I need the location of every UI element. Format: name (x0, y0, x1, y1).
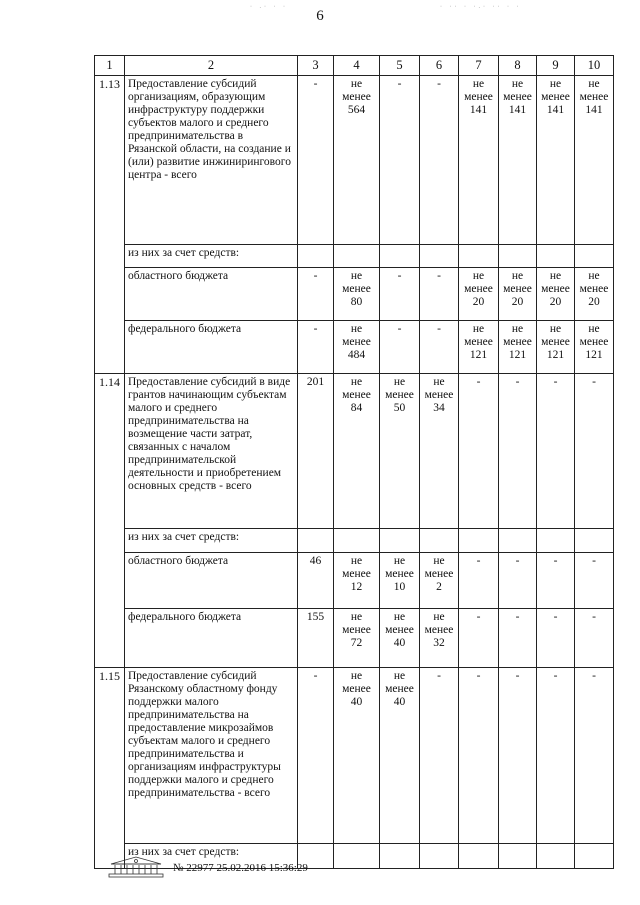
subheading: из них за счет средств: (125, 844, 298, 869)
value-line: менее (424, 389, 454, 401)
value-line: менее (579, 91, 609, 103)
header-row (95, 56, 614, 76)
value-line: не (549, 270, 562, 282)
budget-label: областного бюджета (125, 553, 298, 609)
value-cell (420, 668, 459, 844)
value-line: менее (579, 336, 609, 348)
value-line: - (397, 323, 402, 335)
value-cell (380, 76, 420, 245)
value-line: менее (342, 683, 371, 695)
value-line: 50 (393, 402, 406, 414)
table-row (95, 321, 614, 374)
value-line: - (592, 376, 596, 388)
value-cell (499, 668, 537, 844)
value-cell (380, 321, 420, 374)
value-cell (334, 268, 380, 321)
value-cell (334, 76, 380, 245)
value-line: менее (342, 91, 371, 103)
value-line: - (553, 670, 558, 682)
value-line: менее (541, 336, 570, 348)
value-line: - (313, 270, 318, 282)
header-cell: 2 (125, 56, 298, 76)
value-cell (499, 374, 537, 529)
value-cell (298, 321, 334, 374)
value-cell (380, 668, 420, 844)
value-line: менее (385, 624, 414, 636)
value-line: 201 (306, 376, 325, 388)
value-cell (420, 609, 459, 668)
value-cell (499, 268, 537, 321)
value-line: не (472, 78, 485, 90)
value-line: не (433, 376, 445, 388)
value-cell (499, 321, 537, 374)
table-row (95, 245, 614, 268)
value-line: - (313, 78, 318, 90)
value-line: 40 (393, 696, 406, 708)
value-line: 84 (350, 402, 363, 414)
value-line: не (549, 78, 562, 90)
page-number: 6 (316, 8, 324, 24)
row-number: 1.15 (95, 668, 125, 869)
value-line: - (592, 611, 596, 623)
value-line: 121 (508, 349, 527, 361)
table-row (95, 374, 614, 529)
value-line: не (350, 670, 363, 682)
value-line: не (393, 611, 406, 623)
value-cell (499, 609, 537, 668)
value-line: 141 (585, 104, 603, 116)
value-line: - (515, 670, 520, 682)
value-line: 20 (549, 296, 562, 308)
value-line: 121 (546, 349, 565, 361)
value-line: не (350, 78, 363, 90)
value-line: 34 (433, 402, 445, 414)
value-cell (298, 553, 334, 609)
header-cell: 1 (95, 56, 125, 76)
value-cell (537, 553, 575, 609)
value-line: - (592, 670, 596, 682)
value-cell (459, 76, 499, 245)
value-line: не (588, 323, 600, 335)
value-line: - (437, 270, 441, 282)
row-description: Предоставление субсидий Рязанскому областному фонду поддержки малого предпринимательства на предоставление микрозаймов субъектам малого и среднего предпринимательства и организациям инфраструктуры поддержки малого и среднего предпринимательства - всего (125, 668, 298, 844)
value-line: не (549, 323, 562, 335)
table-row (95, 668, 614, 844)
value-cell (537, 268, 575, 321)
value-cell (334, 553, 380, 609)
value-cell (298, 668, 334, 844)
value-line: не (393, 555, 406, 567)
value-cell (420, 553, 459, 609)
value-line: 2 (436, 581, 442, 593)
value-cell (537, 609, 575, 668)
document-footer (107, 854, 467, 880)
value-cell (575, 76, 614, 245)
value-cell (298, 374, 334, 529)
value-cell (459, 553, 499, 609)
value-line: не (472, 270, 485, 282)
budget-label: федерального бюджета (125, 321, 298, 374)
value-line: 40 (350, 696, 363, 708)
value-line: - (313, 323, 318, 335)
value-line: не (588, 78, 600, 90)
value-line: менее (503, 283, 532, 295)
value-line: 12 (350, 581, 363, 593)
value-cell (334, 609, 380, 668)
value-line: 484 (347, 349, 366, 361)
table-row (95, 529, 614, 553)
header-cell: 3 (298, 56, 334, 76)
value-cell (575, 321, 614, 374)
value-line: 20 (511, 296, 524, 308)
scan-artifact: · ·· · ·.· ·· · · (440, 4, 522, 10)
value-line: - (476, 555, 481, 567)
value-cell (334, 374, 380, 529)
value-cell (537, 374, 575, 529)
value-line: 20 (472, 296, 485, 308)
table-row (95, 268, 614, 321)
table-row (95, 609, 614, 668)
value-line: 121 (585, 349, 603, 361)
value-line: менее (385, 683, 414, 695)
value-line: менее (342, 336, 371, 348)
value-line: не (511, 323, 524, 335)
subheading: из них за счет средств: (125, 245, 298, 268)
header-cell: 10 (575, 56, 614, 76)
value-line: менее (385, 389, 414, 401)
value-cell (380, 268, 420, 321)
table-row (95, 553, 614, 609)
value-line: - (437, 323, 441, 335)
value-cell (575, 268, 614, 321)
budget-label: федерального бюджета (125, 609, 298, 668)
value-line: не (511, 78, 524, 90)
value-line: - (397, 270, 402, 282)
value-line: не (393, 670, 406, 682)
value-line: 46 (309, 555, 322, 567)
value-line: - (515, 376, 520, 388)
scan-artifact: · .· · · (250, 4, 288, 10)
value-line: не (350, 555, 363, 567)
value-cell (459, 268, 499, 321)
value-cell (420, 374, 459, 529)
value-line: менее (579, 283, 609, 295)
value-cell (499, 553, 537, 609)
value-line: 141 (546, 104, 565, 116)
value-line: - (553, 611, 558, 623)
value-line: 155 (306, 611, 325, 623)
value-line: - (437, 670, 441, 682)
value-line: - (515, 611, 520, 623)
value-line: 121 (469, 349, 488, 361)
value-line: 141 (508, 104, 527, 116)
subheading: из них за счет средств: (125, 529, 298, 553)
value-cell (575, 374, 614, 529)
row-description: Предоставление субсидий организациям, образующим инфраструктуру поддержки субъектов малого и среднего предпринимательства в Рязанской области, на создание и (или) развитие инжинирингового центра - всего (125, 76, 298, 245)
value-line: менее (503, 336, 532, 348)
value-cell (380, 374, 420, 529)
value-line: не (433, 555, 445, 567)
value-cell (575, 668, 614, 844)
value-cell (298, 76, 334, 245)
value-line: менее (503, 91, 532, 103)
value-cell (459, 609, 499, 668)
value-line: менее (424, 568, 454, 580)
value-line: не (511, 270, 524, 282)
document-registration-number: № 22977 25.02.2016 15:36:29 (173, 862, 308, 874)
value-line: не (350, 270, 363, 282)
value-line: менее (464, 336, 493, 348)
value-cell (459, 321, 499, 374)
value-line: - (476, 376, 481, 388)
value-line: - (476, 670, 481, 682)
value-cell (298, 268, 334, 321)
header-cell: 7 (459, 56, 499, 76)
government-building-stamp-icon (107, 854, 165, 880)
value-line: не (433, 611, 445, 623)
value-line: 10 (393, 581, 406, 593)
value-line: - (592, 555, 596, 567)
program-indicators-table (94, 55, 614, 869)
value-cell (537, 76, 575, 245)
value-line: менее (464, 91, 493, 103)
value-cell (459, 668, 499, 844)
value-line: 141 (469, 104, 488, 116)
row-number: 1.13 (95, 76, 125, 374)
value-cell (420, 321, 459, 374)
value-line: менее (541, 91, 570, 103)
value-line: не (472, 323, 485, 335)
value-line: не (350, 376, 363, 388)
value-line: 72 (350, 637, 363, 649)
value-line: - (553, 555, 558, 567)
row-number: 1.14 (95, 374, 125, 668)
header-cell: 6 (420, 56, 459, 76)
value-cell (334, 321, 380, 374)
value-cell (420, 76, 459, 245)
value-line: менее (342, 568, 371, 580)
value-line: - (313, 670, 318, 682)
value-line: не (350, 323, 363, 335)
value-line: не (588, 270, 600, 282)
row-description: Предоставление субсидий в виде грантов начинающим субъектам малого и среднего предпринимательства на возмещение части затрат, связанных с началом предпринимательской деятельности и приобретением основных средств - всего (125, 374, 298, 529)
value-cell (380, 609, 420, 668)
value-line: 32 (433, 637, 445, 649)
value-line: менее (342, 624, 371, 636)
value-line: менее (424, 624, 454, 636)
value-line: - (553, 376, 558, 388)
value-line: 40 (393, 637, 406, 649)
value-line: 20 (588, 296, 600, 308)
value-line: 564 (347, 104, 366, 116)
header-cell: 5 (380, 56, 420, 76)
value-line: не (393, 376, 406, 388)
value-line: менее (464, 283, 493, 295)
value-line: - (397, 78, 402, 90)
value-cell (575, 553, 614, 609)
value-line: - (437, 78, 441, 90)
header-cell: 8 (499, 56, 537, 76)
value-cell (459, 374, 499, 529)
value-line: 80 (350, 296, 363, 308)
value-cell (537, 668, 575, 844)
value-line: менее (342, 283, 371, 295)
value-cell (575, 609, 614, 668)
value-cell (537, 321, 575, 374)
header-cell: 4 (334, 56, 380, 76)
header-cell: 9 (537, 56, 575, 76)
value-line: менее (342, 389, 371, 401)
value-line: менее (385, 568, 414, 580)
value-line: - (515, 555, 520, 567)
value-cell (420, 268, 459, 321)
value-line: не (350, 611, 363, 623)
value-cell (334, 668, 380, 844)
value-cell (298, 609, 334, 668)
value-cell (380, 553, 420, 609)
value-cell (499, 76, 537, 245)
table-row (95, 76, 614, 245)
value-line: - (476, 611, 481, 623)
value-line: менее (541, 283, 570, 295)
budget-label: областного бюджета (125, 268, 298, 321)
